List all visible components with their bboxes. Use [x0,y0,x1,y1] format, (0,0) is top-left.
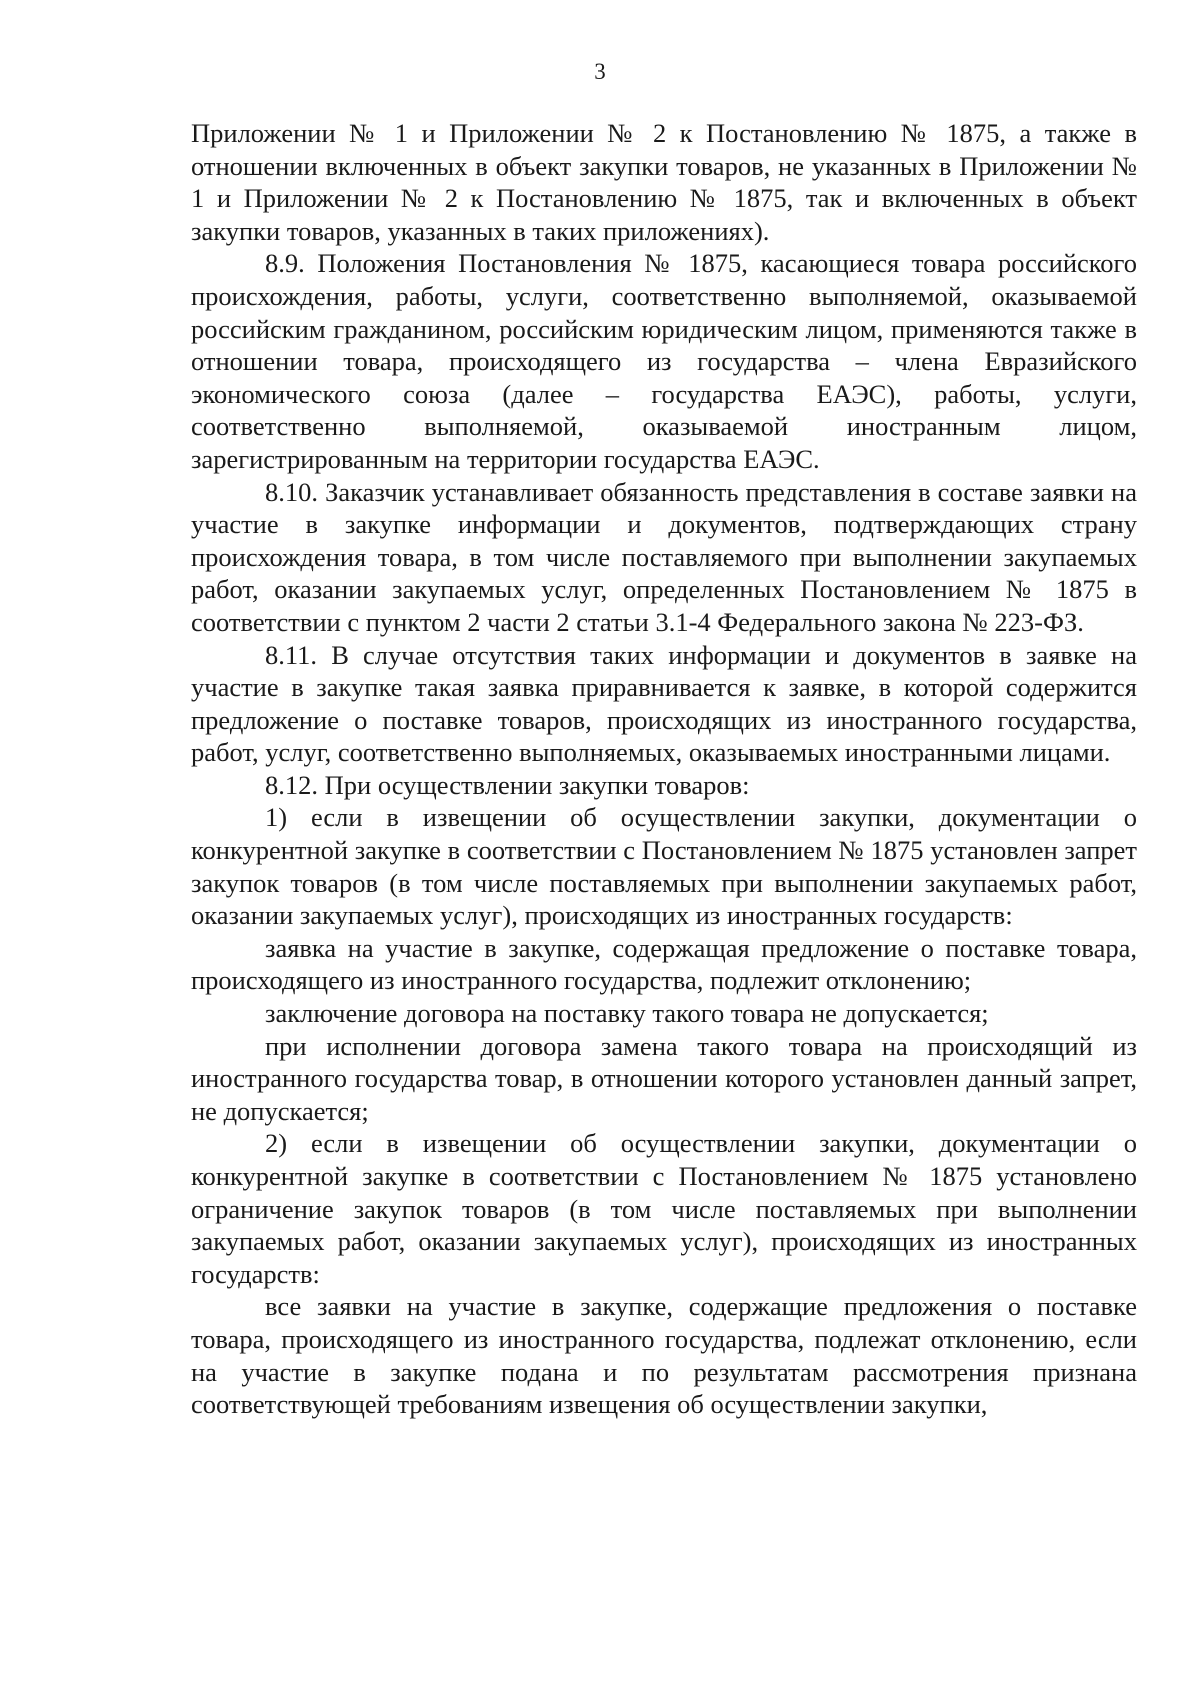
paragraph-8-12: 8.12. При осуществлении закупки товаров: [265,769,750,800]
document-body [191,117,1137,1421]
page-number: 3 [594,59,606,84]
paragraph-8-11: 8.11. В случае отсутствия таких информации и документов в заявке на участие в закупке такая заявка приравнивается к заявке, в которой содержится предложение о поставке товаров, происходящих из иностранного государства, работ, услуг, соответственно выполняемых, оказываемых иностранными лицами. [191,639,1137,768]
paragraph-8-10: 8.10. Заказчик устанавливает обязанность представления в составе заявки на участие в закупке информации и документов, подтверждающих страну происхождения товара, в том числе поставляемого при выполнении закупаемых работ, оказании закупаемых услуг, определенных Постановлением № 1875 в соответствии с пунктом 2 части 2 статьи 3.1-4 Федерального закона № 223-ФЗ. [191,476,1137,637]
paragraph-item-1-rejection: заявка на участие в закупке, содержащая предложение о поставке товара, происходящего из иностранного государства, подлежит отклонению; [191,932,1137,996]
paragraph-item-1-replacement: при исполнении договора замена такого товара на происходящий из иностранного государства товар, в отношении которого установлен данный запрет, не допускается; [191,1030,1137,1126]
paragraph-item-2-rejection: все заявки на участие в закупке, содержащие предложения о поставке товара, происходящего из иностранного государства, подлежат отклонению, если на участие в закупке подана и по результатам рассмотрения признана соответствующей требованиям извещения об осуществлении закупки, [191,1291,1137,1420]
paragraph-continuation: Приложении № 1 и Приложении № 2 к Постановлению № 1875, а также в отношении включенных в объект закупки товаров, не указанных в Приложении № 1 и Приложении № 2 к Постановлению № 1875, так и включенных в объект закупки товаров, указанных в таких приложениях). [191,118,1137,246]
paragraph-8-9: 8.9. Положения Постановления № 1875, касающиеся товара российского происхождения, работы, услуги, соответственно выполняемой, оказываемой российским гражданином, российским юридическим лицом, применяются также в отношении товара, происходящего из государства – члена Евразийского экономического союза (далее – государства ЕАЭС), работы, услуги, соответственно выполняемой, оказываемой иностранным лицом, зарегистрированным на территории государства ЕАЭС. [191,248,1137,474]
paragraph-item-2: 2) если в извещении об осуществлении закупки, документации о конкурентной закупке в соответствии с Постановлением № 1875 установлено ограничение закупок товаров (в том числе поставляемых при выполнении закупаемых работ, оказании закупаемых услуг), происходящих из иностранных государств: [191,1128,1137,1289]
paragraph-item-1-contract: заключение договора на поставку такого товара не допускается; [265,998,989,1029]
paragraph-item-1: 1) если в извещении об осуществлении закупки, документации о конкурентной закупке в соответствии с Постановлением № 1875 установлен запрет закупок товаров (в том числе поставляемых при выполнении закупаемых работ, оказании закупаемых услуг), происходящих из иностранных государств: [191,802,1137,931]
